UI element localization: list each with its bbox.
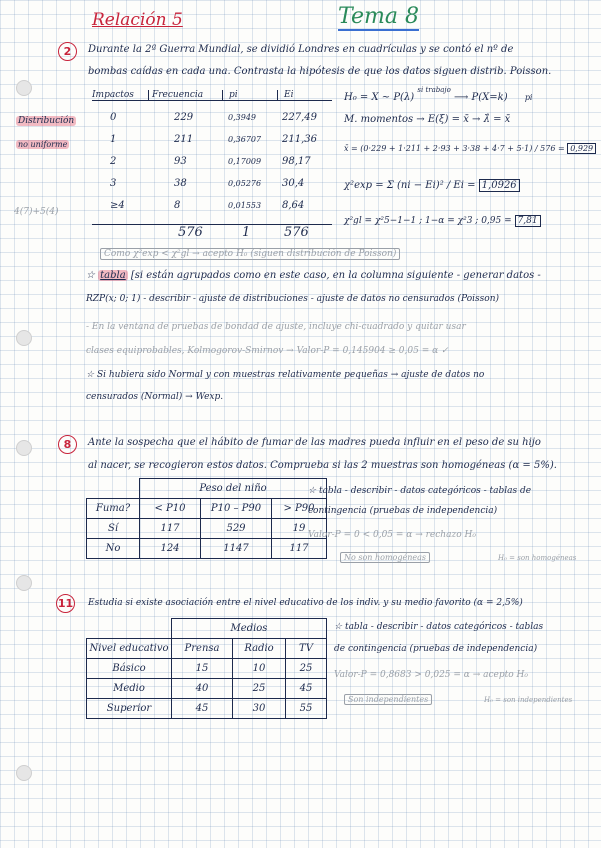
star-icon: ☆ [86, 270, 95, 281]
ex2-momentos: M. momentos → E(ξ) = x̄ → λ̂ = x̄ [344, 114, 511, 125]
ex2-star2-line2: censurados (Normal) → Wexp. [86, 392, 224, 402]
ex2-side-note: 4(7)+5(4) [14, 207, 59, 217]
star-icon: ☆ [334, 622, 343, 632]
ex2-th-frecuencia: Frecuencia [148, 90, 222, 100]
ex8-result-box: No son homogéneas [340, 552, 430, 563]
table-cell: 0,36707 [228, 135, 262, 144]
table-cell: 1 [110, 134, 117, 145]
table-cell: 0,3949 [228, 113, 256, 122]
ex11-col-header: Prensa [172, 639, 233, 659]
ex8-note-line1: ☆ tabla - describir - datos categóricos - tablas de [308, 486, 532, 496]
ex2-chi-teo-value: 7,81 [515, 215, 541, 227]
table-cell: 8,64 [282, 200, 305, 211]
ex2-side-label-2: no uniforme [18, 140, 68, 149]
table-cell: 98,17 [282, 156, 311, 167]
ex2-total-ei: 576 [284, 225, 309, 240]
table-cell: 211 [174, 134, 194, 145]
ex2-th-pi: pi [222, 90, 277, 100]
ex8-statement-line1: Ante la sospecha que el hábito de fumar de las madres pueda influir en el peso de su hijo [88, 437, 541, 448]
table-cell: 8 [174, 200, 181, 211]
ex2-total-frecuencia: 576 [178, 225, 203, 240]
star-icon: ☆ [308, 486, 317, 496]
relacion-title: Relación 5 [92, 10, 183, 30]
binder-hole [16, 330, 32, 346]
ex2-star1-tabla: tabla [100, 270, 126, 281]
ex2-xbar-value: 0,929 [567, 143, 596, 154]
ex8-table [86, 478, 327, 559]
ex11-group-header: Medios [172, 619, 327, 639]
ex2-table-header [92, 90, 332, 101]
ex11-col-header: TV [286, 639, 327, 659]
ex8-h0-note: H₀ = son homogéneas [498, 554, 577, 562]
table-cell: 2 [110, 156, 117, 167]
exercise-number-2: 2 [58, 42, 77, 61]
ex2-h0: H₀ = X ~ P(λ) $^{si trabajo}$ ⟶ P(X=k) pi [344, 86, 533, 103]
ex2-statement-line1: Durante la 2ª Guerra Mundial, se dividió Londres en cuadrículas y se contó el nº de [88, 44, 514, 55]
table-cell: 211,36 [282, 134, 317, 145]
ex8-col-header: > P90 [272, 499, 327, 519]
ex2-total-pi: 1 [242, 225, 251, 240]
ex11-note-line1: ☆ tabla - describir - datos categóricos - tablas [334, 622, 544, 632]
table-cell: 227,49 [282, 112, 317, 123]
table-row: Sí 117 529 19 [87, 519, 327, 539]
table-row: Superior 45 30 55 [87, 699, 327, 719]
ex11-statement-line1: Estudia si existe asociación entre el nivel educativo de los indiv. y su medio favorito (α = 2,5%) [88, 598, 523, 608]
ex11-note-line3: Valor-P = 0,8683 > 0,025 = α → acepto H₀ [334, 670, 528, 680]
ex2-star2-line1: ☆ Si hubiera sido Normal y con muestras relativamente pequeñas → ajuste de datos no [86, 370, 485, 380]
table-cell: 0,01553 [228, 201, 262, 210]
ex8-note-line2: contingencia (pruebas de independencia) [308, 506, 498, 516]
ex8-group-header: Peso del niño [140, 479, 327, 499]
binder-hole [16, 440, 32, 456]
table-row [92, 134, 322, 145]
table-cell: 93 [174, 156, 187, 167]
ex2-star1-line2: RZP(x; 0; 1) - describir - ajuste de distribuciones - ajuste de datos no censurados (Poisson) [86, 294, 500, 304]
table-row: No 124 1147 117 [87, 539, 327, 559]
ex2-xbar: x̄ = (0·229 + 1·211 + 2·93 + 3·38 + 4·7 + 5·1) / 576 = 0,929 [344, 144, 596, 153]
table-cell: 229 [174, 112, 194, 123]
table-row [92, 200, 322, 211]
ex2-table-totals [92, 224, 332, 240]
exercise-number-11: 11 [56, 594, 75, 613]
star-icon: ☆ [86, 370, 95, 380]
ex2-star1-line4: clases equiprobables, Kolmogorov-Smirnov → Valor-P = 0,145904 ≥ 0,05 = α ✓ [86, 346, 449, 356]
ex2-side-label-1: Distribución [18, 116, 75, 126]
table-cell: 0 [110, 112, 117, 123]
ex2-th-impactos: Impactos [92, 90, 134, 100]
ex11-table [86, 618, 327, 719]
table-cell: 0,05276 [228, 179, 262, 188]
ex2-chi-teo: χ²gl = χ²5−1−1 ; 1−α = χ²3 ; 0,95 = 7,81 [344, 216, 541, 226]
binder-hole [16, 575, 32, 591]
binder-hole [16, 765, 32, 781]
table-cell: 30,4 [282, 178, 305, 189]
table-row [92, 156, 322, 167]
ex8-statement-line2: al nacer, se recogieron estos datos. Comprueba si las 2 muestras son homogéneas (α = 5%). [88, 460, 557, 471]
ex2-th-ei: Ei [277, 90, 324, 100]
ex2-chi-exp: χ²exp = Σ (ni − Ei)² / Ei = 1,0926 [344, 180, 520, 191]
tema-title: Tema 8 [338, 4, 419, 29]
table-row: Medio 40 25 45 [87, 679, 327, 699]
ex2-chi-exp-value: 1,0926 [479, 179, 520, 192]
table-row: Básico 15 10 25 [87, 659, 327, 679]
table-cell: 3 [110, 178, 117, 189]
ex11-h0-note: H₀ = son independientes [484, 696, 573, 704]
table-row [92, 112, 322, 123]
ex2-statement-line2: bombas caídas en cada una. Contrasta la hipótesis de que los datos siguen distrib. Poisson. [88, 66, 552, 77]
table-row [92, 178, 322, 189]
ex11-col-header: Radio [233, 639, 286, 659]
ex2-conclusion: Como χ²exp < χ²gl → acepto H₀ (siguen distribución de Poisson) [100, 248, 400, 260]
ex11-note-line2: de contingencia (pruebas de independencia) [334, 644, 538, 654]
table-cell: 38 [174, 178, 187, 189]
ex8-col-header: P10 – P90 [201, 499, 272, 519]
ex2-star1-line1: ☆ tabla [si están agrupados como en este caso, en la columna siguiente - generar datos - [86, 270, 541, 281]
exercise-number-8: 8 [58, 435, 77, 454]
table-cell: ≥4 [110, 200, 125, 211]
ex11-result-box: Son independientes [344, 694, 432, 705]
ex8-note-line3: Valor-P = 0 < 0,05 = α → rechazo H₀ [308, 530, 476, 540]
binder-hole [16, 80, 32, 96]
ex11-row-header: Nivel educativo [87, 639, 172, 659]
ex8-col-header: < P10 [140, 499, 201, 519]
ex2-star1-line3: - En la ventana de pruebas de bondad de ajuste, incluye chi-cuadrado y quitar usar [86, 322, 466, 332]
table-cell: 0,17009 [228, 157, 262, 166]
ex8-row-header: Fuma? [87, 499, 140, 519]
